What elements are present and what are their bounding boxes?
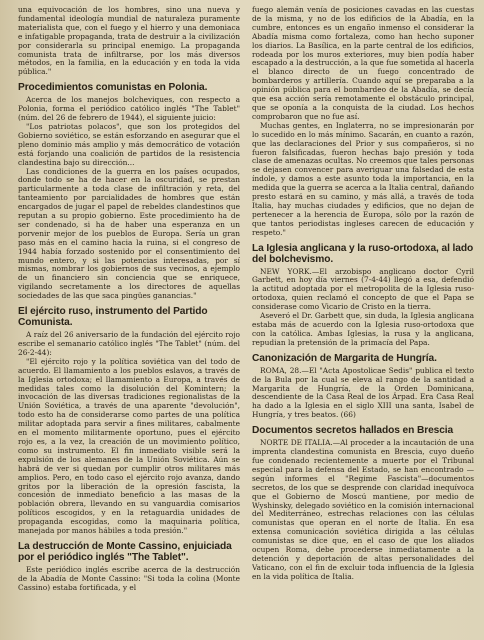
- paragraph: fuego alemán venía de posiciones cavadas en las cuestas de la misma, y no de los edificios de la Abadía, en la cumbre, entonces es un engaño inmenso el considerar la Abadía misma como fortaleza, como han hecho suponer los diarios. La Basílica, en la parte central de los edificios, rodeada por los muros exteriores, muy bien podía haber escapado a la destrucción, a la que fue sometida al hacerla el blanco directo de un fuego concentrado de bombarderos y artillería. Cuando aquí se preparaba a la opinión pública para el bombardeo de la Abadía, se decía que esa acción sería remotamente el obstáculo principal, que se oponía a la conquista de la ciudad. Los hechos comprobaron que no fue así.: [252, 6, 474, 121]
- paragraph: Las condiciones de la guerra en los países ocupados, donde todo se ha de hacer en la oscuridad, se prestan particularmente a toda clase de infiltración y reta, del tanteamiento por parcialidades de hombres que están encargados de jugar el papel de rebeldes clandestinos que reputan a su propio gobierno. Este procedimiento ha de ser condenado, si ha de haber una esperanza en un porvenir mejor de los pueblos de Europa. Sería un gran paso más en el camino hacia la ruina, si el congreso de 1944 había forzado sostenido por el consentimiento del mundo entero, y si las potencias interesadas, por sí mismas, nombrar los gobiernos de sus vecinos, a ejemplo de un financiero sin conciencia que se enriquece, vigilando secretamente a los directores de aquellas sociedades de las que saca pingües ganancias.": [18, 166, 240, 301]
- paragraph: Acerca de los manejos bolcheviques, con respecto a Polonia, forma el periódico católico inglés "The Tablet" (núm. del 26 de febrero de 1944), el siguiente juicio:: [18, 95, 240, 123]
- paragraph: NORTE DE ITALIA.—Al proceder a la incautación de una imprenta clandestina comunista en Brescia, cuyo dueño fue condenado recientemente a muerte por el Tribunal especial para la defensa del Estado, se han encontrado —según informes el "Regime Fascista"—documentos secretos, de los que se desprende con claridad inequívoca que el Gobierno de Moscú mantiene, por medio de Wyshinsky, delegado soviético en la comisión internacional del Mediterráneo, estrechas relaciones con las células comunistas que operan en el norte de Italia. En esa extensa comunicación soviética dirigida a las células comunistas se dice que, en el caso de que los aliados ocupen Roma, debe procederse inmediatamente a la detención y deportación de altas personalidades del Vaticano, con el fin de excluir toda influencia de la Iglesia en la vida política de Italia.: [252, 438, 474, 581]
- section-heading: La destrucción de Monte Cassino, enjuiciada por el periódico inglés "The Tablet".: [18, 540, 232, 563]
- paragraph: "El ejército rojo y la política soviética van del todo de acuerdo. El llamamiento a los pueblos eslavos, a través de la Iglesia ortodoxa; el llamamiento a Europa, a través de medidas tales como la disolución del Komintern; la invocación de las diversas tradiciones regionalistas de la Unión Soviética, a través de una aparente "devolución", todo esto ha de considerarse como partes de una política militar adoptada para servir a fines militares, cabalmente en el momento militarmente oportuno, pues el ejército rojo es, a la vez, la creación de un movimiento político, como su instrumento. El fin inmediato visible será la expulsión de los alemanes de la Unión Soviética. Aún se habrá de ver si quedan por cumplir otros militares más amplios. Pero, en todo caso el ejército rojo avanza, dando gritos por la liberación de la opresión fascista, la concesión de inmediato beneficio a las masas de la población obrera, llevando en su vanguardia comisarios políticos escogidos, y en la retaguardia unidades de propaganda escogidas, como la maquinaria política, manejada por manos hábiles a toda presión.": [18, 356, 240, 536]
- section-heading: Procedimientos comunistas en Polonia.: [18, 82, 208, 94]
- paragraph: Este periódico inglés escribe acerca de la destrucción de la Abadía de Monte Cassino: "Si toda la colina (Monte Cassino) estaba fortificada, y el: [18, 564, 240, 592]
- section-heading: Documentos secretos hallados en Brescia: [252, 425, 454, 437]
- paragraph: "Los patriotas polacos", que son los protegidos del Gobierno soviético, se están esforzando en asegurar que el pleno dominio más amplio y más democrático de votación está forjando una coalición de partidos de la resistencia clandestina bajo su dirección...: [18, 121, 240, 167]
- right-column: [252, 6, 474, 634]
- paragraph: NEW YORK.—El arzobispo anglicano doctor Cyril Garbett, en hoy día viernes (7-4-44) llegó a esa, defendió la actitud adoptada por el metropolita de la Iglesia ruso-ortodoxa, quien reclamó el concepto de que el Papa se considerase como Vicario de Cristo en la tierra.: [252, 266, 474, 312]
- section-heading: El ejército ruso, instrumento del Partido Comunista.: [18, 306, 208, 329]
- paragraph: ROMA, 28.—El "Acta Apostolicae Sedis" publica el texto de la Bula por la cual se eleva al rango de la santidad a Margarita de Hungría, de la Orden Dominicana, descendiente de la Casa Real de los Árpad. Era Casa Real ha dado a la Iglesia en el siglo XIII una santa, Isabel de Hungría, y tres beatos. (66): [252, 365, 474, 420]
- left-column: [18, 6, 240, 634]
- paragraph: Muchas gentes, en Inglaterra, no se impresionarán por lo sucedido en lo más mínimo. Sacarán, en cuanto a razón, que las declaraciones del Prior y sus compañeros, si no fueron falsificadas, fueron hechas bajo presión y toda clase de amenazas ocultas. No creemos que tales personas se dejasen convencer para averiguar una falsedad de esta índole, y damos a este asunto toda la importancia, en la medida que la guerra se acerca a la Italia central, dañando presto estará en su camino, y más allá, a través de toda Italia, hay muchas ciudades y edificios, que no dejan de pertenecer a la herencia de Europa, sólo por la razón de que tantos periodistas ingleses carecen de educación y respeto.": [252, 120, 474, 237]
- paragraph: A raíz del 26 aniversario de la fundación del ejército rojo escribe el semanario católico inglés "The Tablet" (núm. del 26-2-44):: [18, 330, 240, 357]
- section-heading: La Iglesia anglicana y la ruso-ortodoxa, al lado del bolchevismo.: [252, 242, 474, 265]
- section-heading: Canonización de Margarita de Hungría.: [252, 352, 437, 364]
- paragraph: una equivocación de los hombres, sino una nueva y fundamental ideología mundial de naturaleza puramente materialista que, con el fuego y el hierro y una demoniaca e infatigable propaganda, trata de destruir a la civilización por considerarla su principal enemigo. La propaganda comunista trata de infiltrarse, por los más diversos métodos, en la familia, en la educación y en toda la vida pública.": [18, 6, 240, 77]
- paragraph: Aseveró el Dr. Garbett que, sin duda, la Iglesia anglicana estaba más de acuerdo con la Iglesia ruso-ortodoxa que con la católica. Ambas Iglesias, la rusa y la anglicana, repudian la pretensión de la primacía del Papa.: [252, 311, 474, 347]
